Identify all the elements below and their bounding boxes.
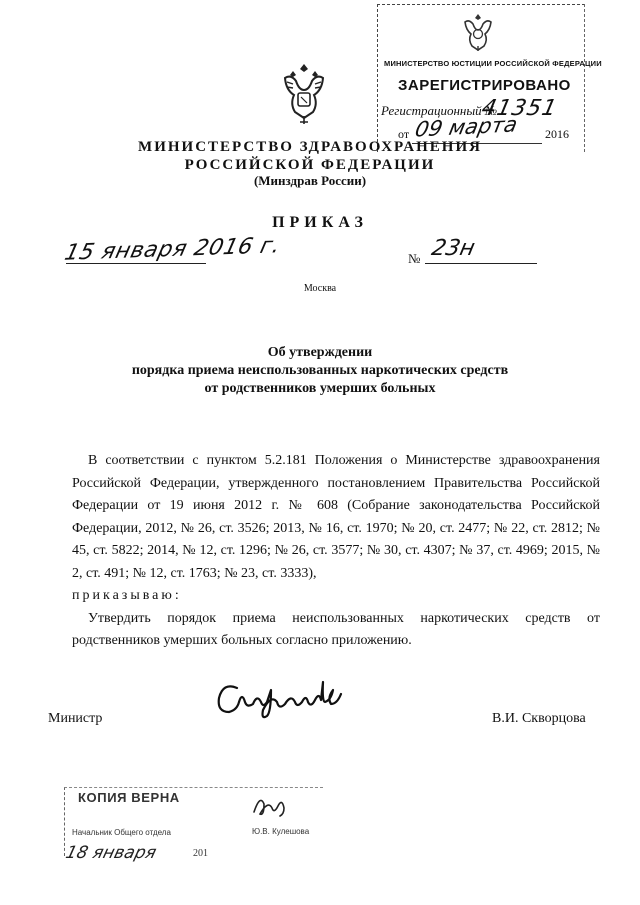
order-number-line [425, 263, 537, 264]
copy-stamp-date: 18 января [63, 843, 159, 863]
copy-stamp-year: 201 [193, 848, 208, 859]
ministry-line-2: РОССИЙСКОЙ ФЕДЕРАЦИИ [184, 157, 436, 173]
stamp-emblem-icon [459, 10, 497, 54]
body-paragraph-1: В соответствии с пунктом 5.2.181 Положения о Министерстве здравоохранения Российской Федерации, утвержденного постановлением Правительства Российской Федерации от 19 июня 2012 г. № 608 (Собрание законодательства Российской Федерации, 2012, № 26, ст. 3526; 2013, № 16, ст. 1970; № 20, ст. 2477; № 22, ст. 2812; № 45, ст. 5822; 2014, № 12, ст. 1296; № 26, ст. 3577; № 30, ст. 4307; № 37, ст. 4969; 2015, № 2, ст. 491; № 12, ст. 1763; № 23, ст. 3333), [72, 453, 600, 581]
city-label: Москва [303, 283, 337, 294]
signatory-name: В.И. Скворцова [492, 711, 586, 726]
subject-line-3: от родственников умерших больных [204, 381, 436, 396]
copy-stamp-title: КОПИЯ ВЕРНА [78, 790, 180, 805]
stamp-year: 2016 [545, 127, 569, 141]
order-word: приказываю: [72, 588, 182, 603]
signatory-position: Министр [48, 711, 103, 726]
order-title: ПРИКАЗ [272, 214, 368, 231]
subject-line-1: Об утверждении [267, 345, 373, 360]
order-body [72, 450, 600, 653]
order-number: 23н [429, 236, 478, 261]
coat-of-arms-icon [281, 62, 327, 126]
stamp-registered-label: ЗАРЕГИСТРИРОВАНО [398, 77, 571, 94]
stamp-reg-number-label: Регистрационный № [381, 103, 498, 118]
order-subject [90, 344, 550, 398]
order-number-label: № [408, 251, 421, 266]
subject-line-2: порядка приема неиспользованных наркотических средств [131, 363, 509, 378]
handwritten-signature [205, 668, 405, 728]
stamp-from-label: от [398, 127, 410, 141]
ministry-line-1: МИНИСТЕРСТВО ЗДРАВООХРАНЕНИЯ [138, 139, 482, 155]
body-paragraph-2: Утвердить порядок приема неиспользованных наркотических средств от родственников умерших больных согласно приложению. [72, 610, 600, 648]
ministry-title [120, 138, 500, 174]
stamp-reg-number: 41351 [479, 96, 560, 121]
ministry-short-name: (Минздрав России) [253, 173, 367, 188]
copy-stamp-name: Ю.В. Кулешова [252, 827, 310, 836]
stamp-ministry-label: МИНИСТЕРСТВО ЮСТИЦИИ РОССИЙСКОЙ ФЕДЕРАЦИИ [384, 59, 602, 68]
copy-stamp-dept: Начальник Общего отдела [72, 828, 171, 837]
stamp-date: 09 марта [413, 112, 520, 142]
order-date: 15 января 2016 г. [62, 233, 284, 266]
copy-stamp-signature [250, 788, 290, 822]
order-date-line [66, 263, 206, 264]
